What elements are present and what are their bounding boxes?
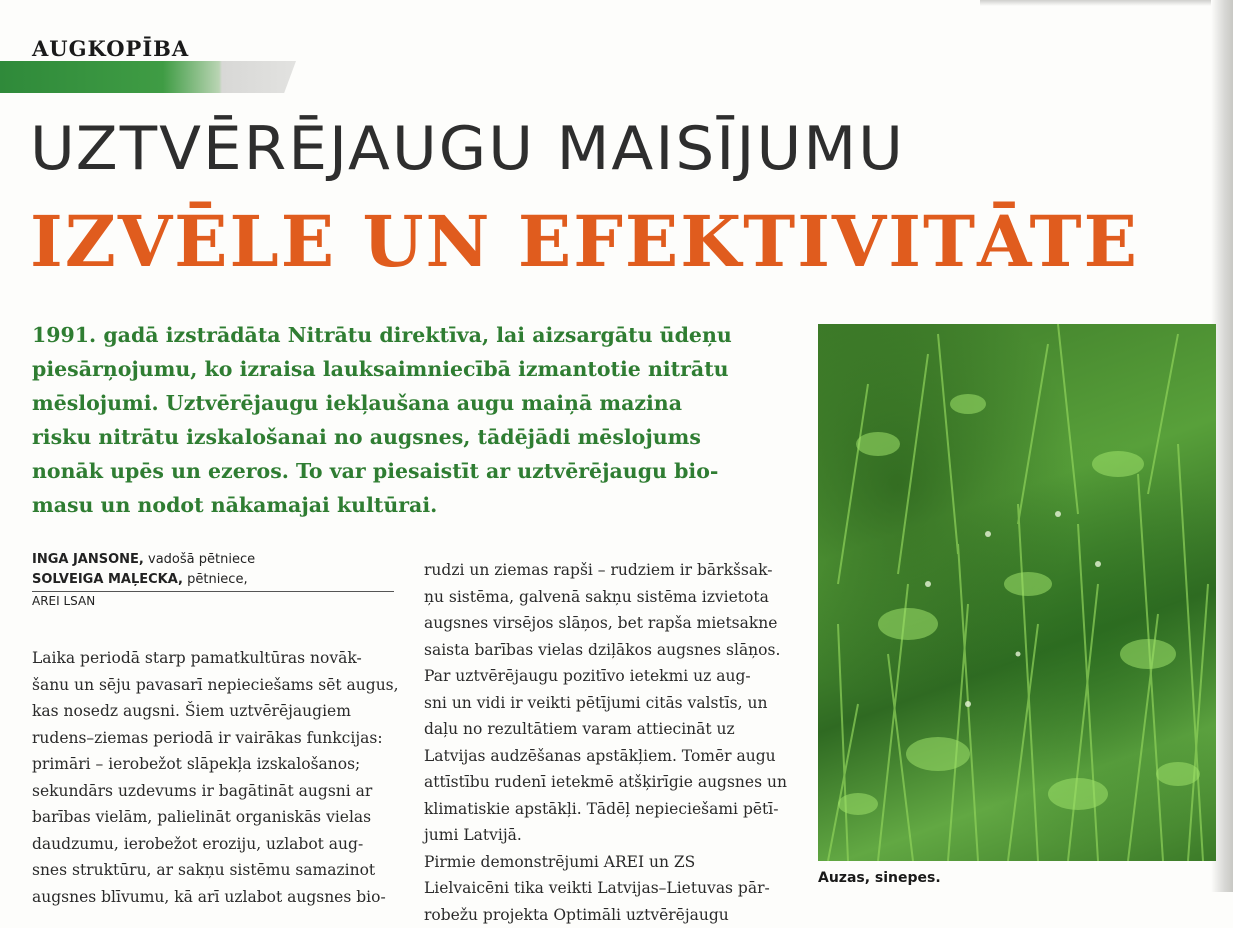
author-1-name: INGA JANSONE,: [32, 552, 144, 567]
lead-paragraph: [32, 318, 792, 522]
author-2: [32, 570, 392, 590]
headline-line-2: IZVĒLE UN EFEKTIVITĀTE: [30, 200, 1139, 283]
body-line: Lielvaicēni tika veikti Latvijas–Lietuvas pār-: [424, 875, 787, 902]
author-1: [32, 550, 392, 570]
body-line: daudzumu, ierobežot eroziju, uzlabot aug-: [32, 831, 399, 858]
headline-line-1: UZTVĒRĒJAUGU MAISĪJUMU: [30, 114, 905, 184]
author-1-role: vadošā pētniece: [144, 552, 255, 567]
body-line: klimatiskie apstākļi. Tādēļ nepieciešami pētī-: [424, 796, 787, 823]
body-line: kas nosedz augsni. Šiem uztvērējaugiem: [32, 698, 399, 725]
body-line: snes struktūru, ar sakņu sistēmu samazinot: [32, 857, 399, 884]
body-line: Par uztvērējaugu pozitīvo ietekmi uz aug-: [424, 663, 787, 690]
body-line: sekundārs uzdevums ir bagātināt augsni ar: [32, 778, 399, 805]
field-photo: [818, 324, 1216, 861]
body-line: rudzi un ziemas rapši – rudziem ir bārkšsak-: [424, 557, 787, 584]
photo-caption: Auzas, sinepes.: [818, 870, 941, 886]
lead-line: risku nitrātu izskalošanai no augsnes, tādējādi mēslojums: [32, 420, 792, 454]
body-line: rudens–ziemas periodā ir vairākas funkcijas:: [32, 725, 399, 752]
lead-line: masu un nodot nākamajai kultūrai.: [32, 488, 792, 522]
grass-foliage-illustration: [818, 324, 1216, 861]
body-line: primāri – ierobežot slāpekļa izskalošanos;: [32, 751, 399, 778]
body-line: daļu no rezultātiem varam attiecināt uz: [424, 716, 787, 743]
body-line: Pirmie demonstrējumi AREI un ZS: [424, 849, 787, 876]
section-bar: [0, 61, 296, 93]
body-line: sni un vidi ir veikti pētījumi citās valstīs, un: [424, 690, 787, 717]
author-block: [32, 550, 392, 610]
body-column-1: [32, 645, 399, 910]
author-organization: AREI LSAN: [32, 592, 392, 610]
body-line: attīstību rudenī ietekmē atšķirīgie augsnes un: [424, 769, 787, 796]
body-line: saista barības vielas dziļākos augsnes slāņos.: [424, 637, 787, 664]
body-line: Latvijas audzēšanas apstākļiem. Tomēr augu: [424, 743, 787, 770]
body-line: augsnes virsējos slāņos, bet rapša mietsakne: [424, 610, 787, 637]
page-top-shadow: [980, 0, 1233, 6]
section-label: AUGKOPĪBA: [32, 36, 189, 61]
author-2-name: SOLVEIGA MAĻECKA,: [32, 572, 183, 587]
body-line: jumi Latvijā.: [424, 822, 787, 849]
body-line: ņu sistēma, galvenā sakņu sistēma izvietota: [424, 584, 787, 611]
lead-line: mēslojumi. Uztvērējaugu iekļaušana augu maiņā mazina: [32, 386, 792, 420]
lead-line: 1991. gadā izstrādāta Nitrātu direktīva, lai aizsargātu ūdeņu: [32, 318, 792, 352]
lead-line: nonāk upēs un ezeros. To var piesaistīt ar uztvērējaugu bio-: [32, 454, 792, 488]
lead-line: piesārņojumu, ko izraisa lauksaimniecībā izmantotie nitrātu: [32, 352, 792, 386]
body-line: augsnes blīvumu, kā arī uzlabot augsnes bio-: [32, 884, 399, 911]
body-column-2: [424, 557, 787, 928]
body-line: barības vielām, palielināt organiskās vielas: [32, 804, 399, 831]
author-2-role: pētniece,: [183, 572, 248, 587]
body-line: robežu projekta Optimāli uztvērējaugu: [424, 902, 787, 928]
body-line: Laika periodā starp pamatkultūras novāk-: [32, 645, 399, 672]
body-line: šanu un sēju pavasarī nepieciešams sēt augus,: [32, 672, 399, 699]
